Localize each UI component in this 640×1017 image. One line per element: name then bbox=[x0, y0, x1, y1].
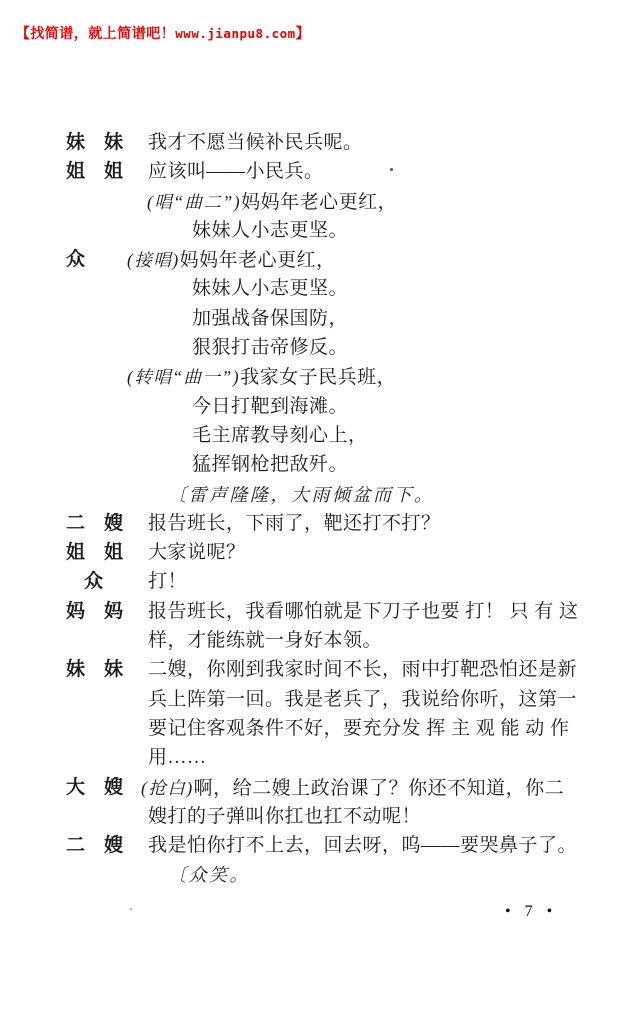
dialogue-text bbox=[192, 452, 348, 478]
script-line bbox=[0, 714, 640, 743]
dialogue-text bbox=[192, 218, 348, 244]
dialogue-text bbox=[148, 657, 577, 683]
dialogue-text bbox=[148, 833, 577, 859]
script-line bbox=[0, 773, 640, 802]
speaker-label: 妹 妹 bbox=[66, 659, 124, 681]
script-line bbox=[0, 421, 640, 450]
script-line bbox=[0, 655, 640, 684]
line-text: 加强战备保国防， bbox=[192, 307, 349, 329]
speaker-label: 姐 姐 bbox=[66, 542, 124, 564]
dialogue-text bbox=[148, 599, 579, 625]
dialogue-text bbox=[192, 394, 348, 420]
script-line bbox=[0, 216, 640, 245]
line-text: 报告班长，我看哪怕就是下刀子也要 打！ 只 有 这 bbox=[148, 600, 579, 622]
line-text: 妹妹人小志更坚。 bbox=[192, 278, 349, 300]
dialogue-text bbox=[148, 540, 246, 566]
script-line bbox=[0, 274, 640, 303]
line-text: 我才不愿当候补民兵呢。 bbox=[148, 132, 363, 153]
line-text: 今日打靶到海滩。 bbox=[192, 395, 349, 417]
dialogue-text bbox=[192, 306, 348, 332]
script-line bbox=[0, 567, 640, 596]
line-text: 二嫂，你刚到我家时间不长，雨中打靶恐怕还是新 bbox=[148, 659, 578, 681]
line-text: 兵上阵第一回。我是老兵了，我说给你听，这第一 bbox=[148, 688, 578, 710]
stage-annotation: (唱“曲二”) bbox=[147, 191, 242, 212]
line-text: 〔雷声隆隆，大雨倾盆而下。 bbox=[168, 484, 435, 505]
speaker-label: 妹 妹 bbox=[66, 132, 124, 153]
stage-annotation: (接唱) bbox=[127, 250, 180, 271]
dialogue-text bbox=[148, 687, 577, 713]
script-line bbox=[0, 509, 640, 538]
scan-speck bbox=[130, 908, 132, 910]
script-body bbox=[0, 128, 640, 890]
script-line bbox=[0, 860, 640, 889]
line-text: 样，才能练就一身好本领。 bbox=[148, 630, 383, 652]
line-text: 报告班长，下雨了，靶还打不打？ bbox=[148, 512, 441, 534]
stage-direction bbox=[168, 862, 250, 888]
line-text: 我家女子民兵班， bbox=[240, 367, 397, 389]
script-line bbox=[0, 831, 640, 860]
speaker-label: 众 bbox=[66, 249, 86, 271]
dialogue-text bbox=[148, 569, 187, 595]
dialogue-text bbox=[192, 335, 348, 361]
dialogue-text bbox=[127, 247, 336, 274]
dialogue-text bbox=[148, 159, 324, 185]
script-line bbox=[0, 245, 640, 274]
line-text: 妹妹人小志更坚。 bbox=[192, 219, 349, 241]
line-text: 〔众笑。 bbox=[168, 865, 250, 886]
dialogue-text bbox=[148, 745, 207, 771]
dialogue-text bbox=[192, 423, 368, 449]
script-line bbox=[0, 597, 640, 626]
line-text: 应该叫——小民兵。 bbox=[148, 161, 324, 183]
speaker-label: 二 嫂 bbox=[66, 512, 124, 534]
line-text: 我是怕你打不上去，回去呀，呜——要哭鼻子了。 bbox=[148, 835, 578, 857]
dialogue-text bbox=[192, 276, 348, 302]
dialogue-text bbox=[141, 775, 564, 802]
line-text: 毛主席教导刻心上， bbox=[192, 424, 368, 446]
speaker-label: 妈 妈 bbox=[66, 600, 124, 622]
script-line bbox=[0, 450, 640, 479]
banner-prefix: 【找简谱，就上简谱吧！ bbox=[15, 25, 176, 41]
line-text: 妈妈年老心更红， bbox=[241, 191, 398, 213]
speaker-label: 大 嫂 bbox=[66, 776, 124, 798]
line-text: 用…… bbox=[148, 747, 207, 769]
dialogue-text bbox=[147, 189, 397, 216]
dialogue-text bbox=[148, 130, 363, 156]
script-line bbox=[0, 362, 640, 391]
speaker-label: 众 bbox=[83, 571, 103, 593]
line-text: 要记住客观条件不好，要充分发 挥 主 观 能 动 作 bbox=[148, 717, 570, 739]
dialogue-text bbox=[148, 511, 441, 537]
scan-speck bbox=[390, 168, 393, 171]
script-line bbox=[0, 480, 640, 509]
line-text: 猛挥钢枪把敌歼。 bbox=[192, 454, 349, 476]
script-line bbox=[0, 392, 640, 421]
script-line bbox=[0, 304, 640, 333]
line-text: 嫂打的子弹叫你扛也扛不动呢！ bbox=[148, 805, 422, 827]
stage-annotation: (抢白) bbox=[141, 777, 194, 798]
script-line bbox=[0, 157, 640, 186]
speaker-label: 姐 姐 bbox=[66, 161, 124, 183]
script-line bbox=[0, 743, 640, 772]
script-line bbox=[0, 333, 640, 362]
banner-url: www.jianpu8.com bbox=[175, 26, 296, 41]
dialogue-text bbox=[148, 716, 570, 742]
script-line bbox=[0, 538, 640, 567]
script-line bbox=[0, 187, 640, 216]
script-line bbox=[0, 802, 640, 831]
line-text: 大家说呢？ bbox=[148, 542, 246, 564]
script-line bbox=[0, 626, 640, 655]
line-text: 啊，给二嫂上政治课了？你还不知道，你二 bbox=[193, 777, 565, 799]
script-line bbox=[0, 128, 640, 157]
page-number: • 7 • bbox=[505, 903, 558, 920]
line-text: 狠狠打击帝修反。 bbox=[192, 337, 349, 359]
stage-direction bbox=[168, 482, 435, 508]
banner-suffix: 】 bbox=[295, 25, 311, 41]
stage-annotation: (转唱“曲一”) bbox=[127, 367, 241, 388]
script-line bbox=[0, 685, 640, 714]
site-watermark-banner bbox=[7, 9, 310, 42]
dialogue-text bbox=[127, 364, 396, 391]
speaker-label: 二 嫂 bbox=[66, 835, 124, 857]
line-text: 妈妈年老心更红， bbox=[179, 250, 336, 272]
dialogue-text bbox=[148, 628, 382, 654]
line-text: 打！ bbox=[148, 571, 188, 593]
dialogue-text bbox=[148, 804, 421, 830]
